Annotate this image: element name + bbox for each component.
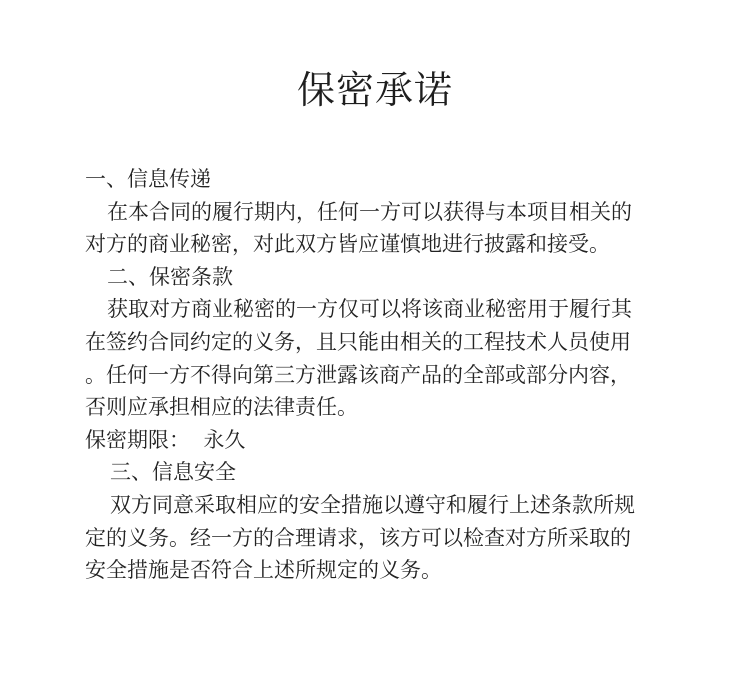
section-heading-confidentiality-terms: 二、保密条款	[107, 264, 233, 289]
document-title: 保密承诺	[296, 68, 453, 112]
paragraph-line: 在本合同的履行期内，任何一方可以获得与本项目相关的	[107, 199, 632, 224]
section-heading-info-transfer: 一、信息传递	[85, 167, 211, 191]
confidentiality-period: 保密期限： 永久	[85, 427, 246, 452]
paragraph-line: 对方的商业秘密，对此双方皆应谨慎地进行披露和接受。	[85, 232, 610, 257]
paragraph-line: 否则应承担相应的法律责任。	[85, 395, 358, 420]
document-body	[85, 163, 695, 587]
paragraph-line: 获取对方商业秘密的一方仅可以将该商业秘密用于履行其	[107, 297, 632, 322]
paragraph-line: 安全措施是否符合上述所规定的义务。	[85, 558, 442, 583]
paragraph-line: 双方同意采取相应的安全措施以遵守和履行上述条款所规	[110, 492, 635, 517]
paragraph-line: 定的义务。经一方的合理请求，该方可以检查对方所采取的	[85, 525, 631, 550]
paragraph-line: 。任何一方不得向第三方泄露该商产品的全部或部分内容，	[85, 362, 631, 387]
paragraph-line: 在签约合同约定的义务，且只能由相关的工程技术人员使用	[85, 329, 631, 354]
section-heading-info-security: 三、信息安全	[110, 460, 236, 485]
